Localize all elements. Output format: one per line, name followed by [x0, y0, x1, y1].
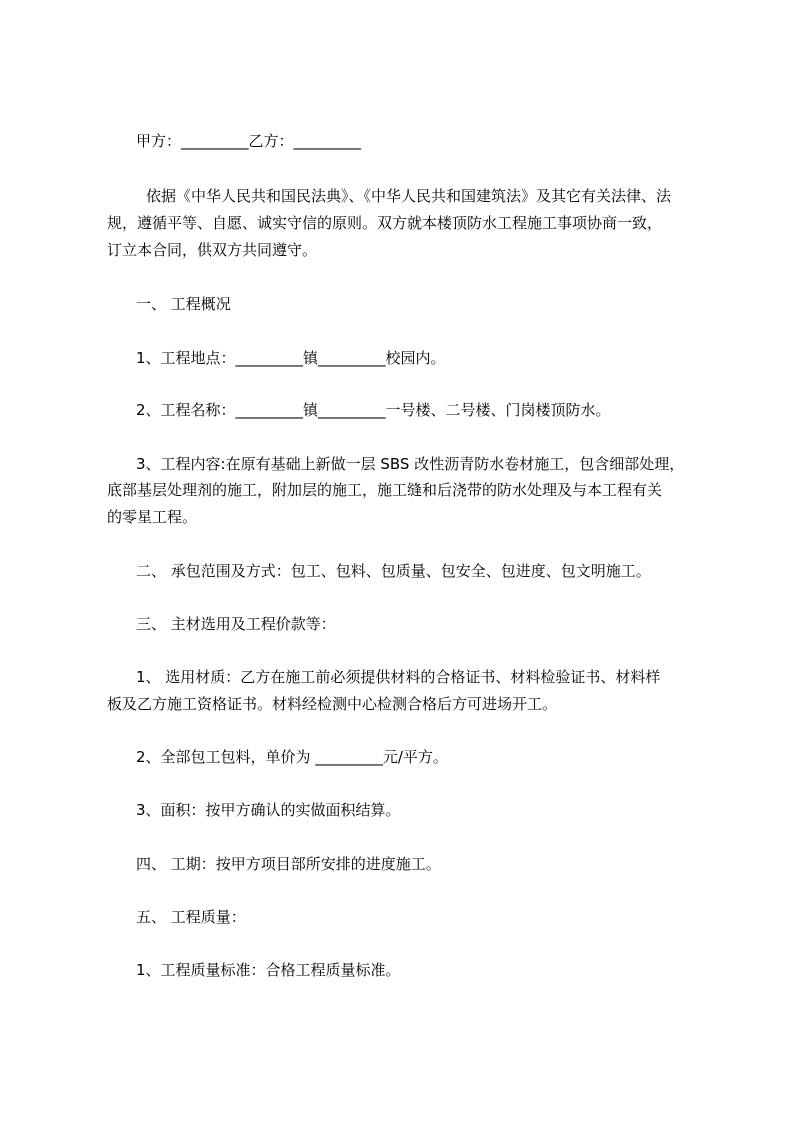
preamble-line-3: 订立本合同，供双方共同遵守。: [107, 241, 318, 259]
parties-line: 甲方：_________乙方：_________: [136, 132, 362, 150]
preamble-line-2: 规，遵循平等、自愿、诚实守信的原则。双方就本楼顶防水工程施工事项协商一致，: [107, 214, 663, 232]
section-3-item-2: 2、全部包工包料，单价为 _________元/平方。: [136, 748, 448, 766]
section-4-heading: 四、 工期：按甲方项目部所安排的进度施工。: [136, 855, 441, 873]
section-3-heading: 三、 主材选用及工程价款等：: [136, 615, 336, 633]
section-1-item-1: 1、工程地点：_________镇_________校园内。: [136, 349, 446, 367]
section-3-item-1-line-2: 板及乙方施工资格证书。材料经检测中心检测合格后方可进场开工。: [107, 695, 558, 713]
section-5-heading: 五、 工程质量：: [136, 908, 246, 926]
section-3-item-3: 3、面积：按甲方确认的实做面积结算。: [136, 801, 401, 819]
section-3-item-1-line-1: 1、 选用材质：乙方在施工前必须提供材料的合格证书、材料检验证书、材料样: [136, 668, 661, 686]
section-1-item-3-line-2: 底部基层处理剂的施工，附加层的施工，施工缝和后浇带的防水处理及与本工程有关: [107, 481, 663, 499]
preamble-line-1: 依据《中华人民共和国民法典》、《中华人民共和国建筑法》及其它有关法律、法: [146, 187, 672, 205]
section-2-heading: 二、 承包范围及方式：包工、包料、包质量、包安全、包进度、包文明施工。: [136, 562, 651, 580]
section-5-item-1: 1、工程质量标准：合格工程质量标准。: [136, 961, 401, 979]
section-1-item-2: 2、工程名称：_________镇_________一号楼、二号楼、门岗楼顶防水。: [136, 401, 611, 419]
section-1-item-3-line-3: 的零星工程。: [107, 508, 198, 526]
section-1-item-3-line-1: 3、工程内容:在原有基础上新做一层 SBS 改性沥青防水卷材施工，包含细部处理，: [136, 455, 685, 473]
section-1-heading: 一、 工程概况: [136, 295, 231, 313]
